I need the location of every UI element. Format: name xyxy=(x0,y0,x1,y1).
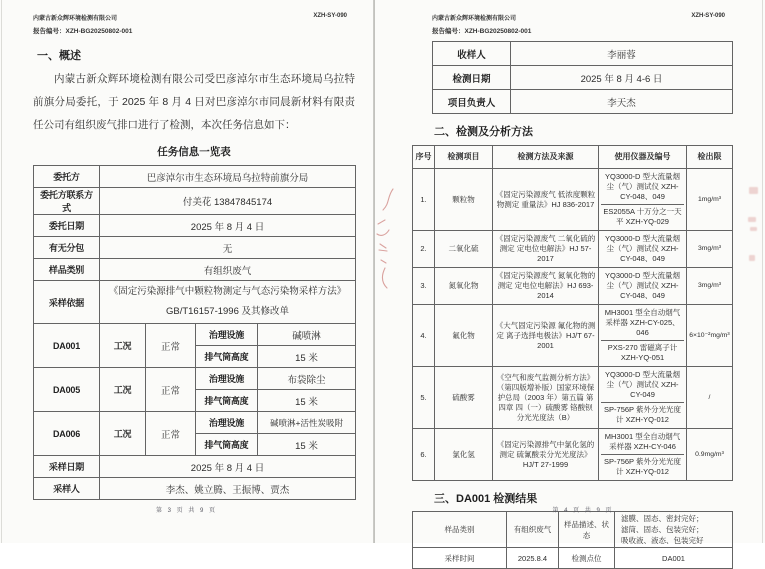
facility-label: 治理设施 xyxy=(196,324,258,346)
description-line: 滤膜、固态、密封完好； xyxy=(621,514,704,523)
red-seal-edge-fragment-icon xyxy=(744,183,762,271)
row-label: 采样人 xyxy=(34,478,100,500)
table-row xyxy=(433,42,733,66)
facility-label: 治理设施 xyxy=(196,368,258,390)
row-value: 巴彦淖尔市生态环境局乌拉特前旗分局 xyxy=(100,166,356,188)
form-code: XZH-SY-090 xyxy=(313,13,347,19)
report-number: 报告编号：XZH-BG20250802-001 xyxy=(33,28,133,35)
description-line: 吸收液、液态、包装完好 xyxy=(621,536,704,545)
detection-limit: 3mg/m³ xyxy=(687,231,733,268)
condition-label: 工况 xyxy=(100,324,146,368)
report-number: 报告编号：XZH-BG20250802-001 xyxy=(432,28,532,35)
table-row-da005 xyxy=(34,368,356,390)
row-label: 采样时间 xyxy=(413,548,507,569)
row-label: 委托日期 xyxy=(34,215,100,237)
instrument-1: YQ3000-D 型大流量烟尘（气）测试仪 XZH-CY-048、049 xyxy=(601,170,684,205)
row-index: 5. xyxy=(413,367,435,429)
instrument-2: SP-756P 紫外分光光度计 XZH-YQ-012 xyxy=(604,405,681,424)
stack-height-value: 15 米 xyxy=(258,390,356,412)
facility-value: 碱喷淋 xyxy=(258,324,356,346)
sampling-time: 2025.8.4 xyxy=(507,548,559,569)
row-index: 1. xyxy=(413,169,435,231)
row-value: 有组织废气 xyxy=(100,259,356,281)
row-value: 无 xyxy=(100,237,356,259)
table-row xyxy=(433,90,733,114)
condition-label: 工况 xyxy=(100,412,146,456)
row-value: 2025 年 8 月 4 日 xyxy=(100,215,356,237)
row-value: 2025 年 8 月 4 日 xyxy=(100,456,356,478)
row-label: 检测点位 xyxy=(559,548,615,569)
stack-id: DA005 xyxy=(34,368,100,412)
table-row xyxy=(34,478,356,500)
row-label: 样品描述、状态 xyxy=(559,512,615,548)
page-header xyxy=(432,13,753,22)
monitoring-point: DA001 xyxy=(615,548,733,569)
report-page-4 xyxy=(401,0,765,563)
row-value xyxy=(100,281,356,324)
test-method: 《固定污染源排气中氯化氢的测定 硫氰酸汞分光光度法》HJ/T 27-1999 xyxy=(493,429,599,481)
table-row xyxy=(34,166,356,188)
col-header: 检测方法及来源 xyxy=(493,146,599,169)
col-header: 检出限 xyxy=(687,146,733,169)
table-row-hcl xyxy=(413,429,733,481)
section-2-title: 二、检测及分析方法 xyxy=(434,126,533,138)
table-row xyxy=(413,512,733,548)
detection-limit: / xyxy=(687,367,733,429)
test-item: 二氧化硫 xyxy=(435,231,493,268)
row-label: 收样人 xyxy=(433,42,511,66)
row-index: 4. xyxy=(413,305,435,367)
detection-limit: 3mg/m³ xyxy=(687,268,733,305)
sample-category: 有组织废气 xyxy=(507,512,559,548)
condition-value: 正常 xyxy=(146,324,196,368)
stack-id: DA001 xyxy=(34,324,100,368)
instruments-cell xyxy=(599,367,687,429)
basis-line-2: GB/T16157-1996 及其修改单 xyxy=(165,306,290,317)
facility-value: 布袋除尘 xyxy=(258,368,356,390)
row-index: 6. xyxy=(413,429,435,481)
row-index: 3. xyxy=(413,268,435,305)
methods-table xyxy=(412,145,733,481)
detection-limit: 6×10⁻²mg/m³ xyxy=(687,305,733,367)
instruments-cell xyxy=(599,429,687,481)
col-header: 序号 xyxy=(413,146,435,169)
table-row xyxy=(433,66,733,90)
company-name: 内蒙古新众辉环境检测有限公司 xyxy=(432,16,517,22)
row-label: 委托方联系方式 xyxy=(34,188,100,215)
condition-value: 正常 xyxy=(146,412,196,456)
stack-height-label: 排气筒高度 xyxy=(196,346,258,368)
report-page-3 xyxy=(0,0,373,543)
detection-limit: 1mg/m³ xyxy=(687,169,733,231)
row-label: 采样日期 xyxy=(34,456,100,478)
page-number-footer: 第 4 页 共 9 页 xyxy=(552,508,614,514)
section-1-title: 一、概述 xyxy=(37,50,81,62)
description-line: 滤筒、固态、包装完好； xyxy=(621,525,704,534)
facility-value: 碱喷淋+活性炭吸附 xyxy=(258,412,356,434)
table-row-so2 xyxy=(413,231,733,268)
page-number-footer: 第 3 页 共 9 页 xyxy=(155,508,217,514)
instruments-cell xyxy=(599,231,687,268)
task-info-table xyxy=(33,165,356,500)
test-item: 氮氧化物 xyxy=(435,268,493,305)
col-header: 检测项目 xyxy=(435,146,493,169)
stack-height-label: 排气筒高度 xyxy=(196,434,258,456)
basis-line-1: 《固定污染源排气中颗粒物测定与气态污染物采样方法》 xyxy=(108,286,347,297)
table-row-fluoride xyxy=(413,305,733,367)
row-label: 采样依据 xyxy=(34,281,100,324)
table-row xyxy=(34,215,356,237)
condition-value: 正常 xyxy=(146,368,196,412)
table-row-sampling-basis xyxy=(34,281,356,324)
section-3-title: 三、DA001 检测结果 xyxy=(434,493,538,505)
row-value: 付美花 13847845174 xyxy=(100,188,356,215)
table-row-da001 xyxy=(34,324,356,346)
table-row-particulates xyxy=(413,169,733,231)
test-method: 《空气和废气监测分析方法》（第四版增补版）国家环境保护总局（2003 年）第五篇 第四章 四（一）硫酸雾 铬酸钡分光光度法（B） xyxy=(493,367,599,429)
table-row-sulfuric-acid-mist xyxy=(413,367,733,429)
row-value: 李杰、姚立腾、王振博、贾杰 xyxy=(100,478,356,500)
stack-height-value: 15 米 xyxy=(258,434,356,456)
table-row xyxy=(34,237,356,259)
stack-id: DA006 xyxy=(34,412,100,456)
row-label: 样品类别 xyxy=(413,512,507,548)
table-row-nox xyxy=(413,268,733,305)
task-table-title: 任务信息一览表 xyxy=(157,146,231,158)
instrument-2: ES2055A 十万分之一天平 XZH-YQ-029 xyxy=(603,207,682,226)
instrument-2: SP-756P 紫外分光光度计 XZH-YQ-012 xyxy=(604,457,681,476)
row-value: 2025 年 8 月 4-6 日 xyxy=(511,66,733,90)
row-label: 有无分包 xyxy=(34,237,100,259)
sample-description xyxy=(615,512,733,548)
page-header xyxy=(33,13,355,22)
red-seal-fragment-icon xyxy=(371,186,401,290)
table-row xyxy=(413,548,733,569)
table-row xyxy=(34,259,356,281)
instrument-2: PXS-270 雷磁离子计 XZH-YQ-051 xyxy=(607,343,678,362)
table-row xyxy=(34,456,356,478)
instruments-cell xyxy=(599,169,687,231)
sample-info-table xyxy=(432,41,733,114)
row-label: 委托方 xyxy=(34,166,100,188)
test-item: 氟化物 xyxy=(435,305,493,367)
row-label: 检测日期 xyxy=(433,66,511,90)
col-header: 使用仪器及编号 xyxy=(599,146,687,169)
row-label: 样品类别 xyxy=(34,259,100,281)
test-method: 《固定污染源废气 氮氧化物的测定 定电位电解法》HJ 693-2014 xyxy=(493,268,599,305)
da001-results-table xyxy=(412,511,733,569)
instrument-1: YQ3000-D 型大流量烟尘（气）测试仪 XZH-CY-048、049 xyxy=(604,234,681,263)
table-header-row xyxy=(413,146,733,169)
instrument-1: YQ3000-D 型大流量烟尘（气）测试仪 XZH-CY-049 xyxy=(601,368,684,403)
test-item: 颗粒物 xyxy=(435,169,493,231)
instrument-1: MH3001 型全自动烟气采样器 XZH-CY-025、046 xyxy=(601,306,684,341)
stack-height-value: 15 米 xyxy=(258,346,356,368)
facility-label: 治理设施 xyxy=(196,412,258,434)
form-code: XZH-SY-090 xyxy=(691,13,725,19)
test-method: 《固定污染源废气 二氧化硫的测定 定电位电解法》HJ 57-2017 xyxy=(493,231,599,268)
instrument-1: YQ3000-D 型大流量烟尘（气）测试仪 XZH-CY-048、049 xyxy=(604,271,681,300)
row-index: 2. xyxy=(413,231,435,268)
row-value: 李丽蓉 xyxy=(511,42,733,66)
condition-label: 工况 xyxy=(100,368,146,412)
test-method: 《大气固定污染源 氟化物的测定 离子选择电极法》HJ/T 67-2001 xyxy=(493,305,599,367)
overview-paragraph: 内蒙古新众辉环境检测有限公司受巴彦淖尔市生态环境局乌拉特前旗分局委托，于 2025 年 8 月 4 日对巴彦淖尔市同晨新材料有限责任公司有组织废气排口进行了检测，本次任务信息如下： xyxy=(33,73,355,131)
detection-limit: 0.9mg/m³ xyxy=(687,429,733,481)
stack-height-label: 排气筒高度 xyxy=(196,390,258,412)
test-item: 硫酸雾 xyxy=(435,367,493,429)
instruments-cell xyxy=(599,305,687,367)
company-name: 内蒙古新众辉环境检测有限公司 xyxy=(33,16,118,22)
instrument-1: MH3001 型全自动烟气采样器 XZH-CY-046 xyxy=(601,430,684,455)
row-value: 李天杰 xyxy=(511,90,733,114)
test-method: 《固定污染源废气 低浓度颗粒物测定 重量法》HJ 836-2017 xyxy=(493,169,599,231)
instruments-cell xyxy=(599,268,687,305)
table-row xyxy=(34,188,356,215)
row-label: 项目负责人 xyxy=(433,90,511,114)
table-row-da006 xyxy=(34,412,356,434)
test-item: 氯化氢 xyxy=(435,429,493,481)
